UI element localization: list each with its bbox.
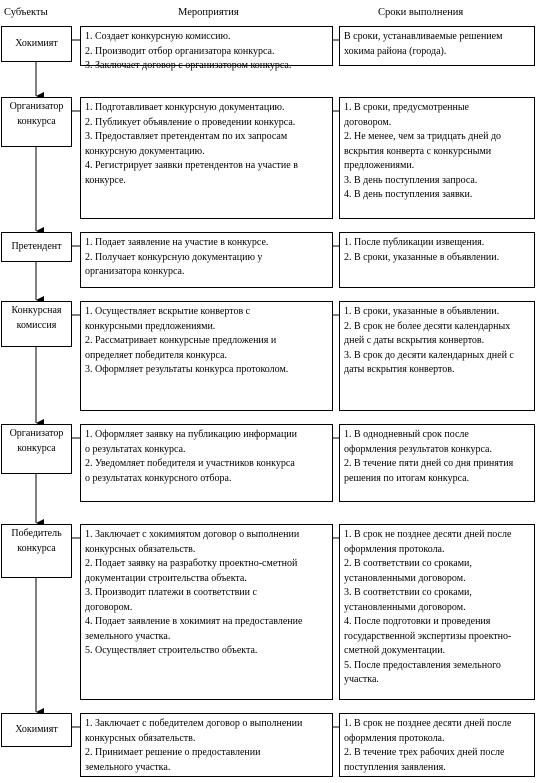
action-line: земельного участка.	[85, 630, 171, 642]
action-line: документации строительства объекта.	[85, 572, 247, 584]
actions-box	[80, 301, 333, 411]
action-line: 2. Публикует объявление о проведении конкурса.	[85, 116, 296, 128]
deadline-line: 2. В соответствии со сроками,	[344, 558, 472, 569]
deadline-line: решения по итогам конкурса.	[344, 472, 470, 484]
deadlines-box	[339, 524, 535, 700]
action-line: 5. Осуществляет строительство объекта.	[85, 645, 258, 656]
deadline-line: установленными договором.	[344, 601, 466, 613]
subject-box	[1, 713, 72, 747]
action-line: 4. Регистрирует заявки претендентов на участие в	[85, 160, 298, 171]
deadline-line: 3. В день поступления запроса.	[344, 174, 478, 186]
deadline-line: установленными договором.	[344, 572, 466, 584]
deadline-line: сметной документации.	[344, 645, 446, 656]
deadline-line: 1. В сроки, предусмотренные	[344, 102, 469, 113]
action-line: конкурсными предложениями.	[85, 320, 216, 332]
deadlines-box	[339, 97, 535, 219]
action-line: 3. Оформляет результаты конкурса протоколом.	[85, 364, 289, 375]
deadline-line: 1. В сроки, указанные в объявлении.	[344, 306, 500, 317]
action-line: о результатах конкурса.	[85, 443, 186, 455]
deadline-line: 4. В день поступления заявки.	[344, 189, 473, 200]
deadline-line: хокима района (города).	[344, 45, 447, 57]
deadlines-box	[339, 232, 535, 288]
deadline-line: 1. После публикации извещения.	[344, 237, 485, 248]
deadline-line: 2. В течение пяти дней со дня принятия	[344, 458, 514, 469]
action-line: о результатах конкурсного отбора.	[85, 472, 232, 484]
deadline-line: участка.	[344, 674, 379, 685]
deadlines-box	[339, 713, 535, 777]
action-line: 1. Создает конкурсную комиссию.	[85, 31, 231, 42]
action-line: 2. Подает заявку на разработку проектно-сметной	[85, 558, 298, 569]
subject-label: Победитель конкурса	[11, 528, 62, 554]
actions-box	[80, 524, 333, 700]
action-line: 2. Принимает решение о предоставлении	[85, 747, 261, 758]
subject-box	[1, 97, 72, 147]
action-line: 1. Заключает с победителем договор о выполнении	[85, 718, 303, 729]
deadline-line: государственной экспертизы проектно-	[344, 630, 512, 642]
subject-label: Конкурсная комиссия	[11, 305, 62, 331]
deadline-line: договором.	[344, 116, 392, 128]
action-line: 2. Получает конкурсную документацию у	[85, 251, 263, 263]
actions-box	[80, 424, 333, 502]
action-line: 1. Оформляет заявку на публикацию информации	[85, 429, 297, 440]
header-actions: Мероприятия	[178, 7, 239, 18]
subject-box	[1, 424, 72, 474]
action-line: 3. Заключает договор с организатором конкурса.	[85, 60, 292, 71]
subject-box	[1, 301, 72, 347]
deadlines-box	[339, 301, 535, 411]
deadline-line: 2. В течение трех рабочих дней после	[344, 747, 505, 758]
action-line: 2. Производит отбор организатора конкурса.	[85, 45, 275, 57]
subject-box	[1, 524, 72, 578]
action-line: 1. Подготавливает конкурсную документацию.	[85, 102, 285, 113]
subject-label: Организатор конкурса	[9, 428, 64, 454]
deadline-line: 3. В соответствии со сроками,	[344, 587, 472, 598]
actions-box	[80, 97, 333, 219]
deadline-line: 2. В сроки, указанные в объявлении.	[344, 251, 500, 263]
action-line: организатора конкурса.	[85, 266, 185, 277]
subject-label: Хокимият	[15, 37, 58, 49]
deadline-line: предложениями.	[344, 160, 415, 171]
deadlines-box	[339, 424, 535, 502]
actions-box	[80, 232, 333, 288]
action-line: 1. Осуществляет вскрытие конвертов с	[85, 306, 251, 317]
subject-label: Организатор конкурса	[9, 101, 64, 127]
deadline-line: 1. В однодневный срок после	[344, 429, 469, 440]
deadline-line: 4. После подготовки и проведения	[344, 616, 491, 627]
header-deadlines: Сроки выполнения	[378, 7, 464, 18]
deadline-line: поступления заявления.	[344, 761, 446, 773]
deadline-line: 1. В срок не позднее десяти дней после	[344, 718, 512, 729]
deadlines-box	[339, 26, 535, 66]
subject-box	[1, 232, 72, 262]
action-line: конкурсе.	[85, 174, 126, 186]
actions-box	[80, 26, 333, 71]
action-line: 1. Подает заявление на участие в конкурсе.	[85, 237, 269, 248]
deadline-line: 2. В срок не более десяти календарных	[344, 320, 511, 332]
deadline-line: оформления результатов конкурса.	[344, 443, 492, 455]
action-line: земельного участка.	[85, 761, 171, 773]
deadline-line: В сроки, устанавливаемые решением	[344, 31, 503, 42]
subject-label: Претендент	[11, 240, 62, 252]
deadline-line: оформления протокола.	[344, 732, 445, 744]
action-line: 2. Рассматривает конкурсные предложения и	[85, 335, 277, 346]
action-line: 2. Уведомляет победителя и участников конкурса	[85, 458, 295, 469]
action-line: определяет победителя конкурса.	[85, 349, 227, 361]
deadline-line: 5. После предоставления земельного	[344, 659, 501, 671]
action-line: 4. Подает заявление в хокимият на предоставление	[85, 616, 303, 627]
action-line: 3. Предоставляет претендентам по их запросам	[85, 131, 288, 142]
deadline-line: даты вскрытия конвертов.	[344, 364, 455, 375]
action-line: конкурсных обязательств.	[85, 732, 196, 744]
action-line: конкурсную документацию.	[85, 145, 205, 157]
action-line: 1. Заключает с хокимиятом договор о выполнении	[85, 529, 300, 540]
deadline-line: дней с даты вскрытия конвертов.	[344, 335, 485, 346]
deadline-line: 2. Не менее, чем за тридцать дней до	[344, 131, 502, 142]
action-line: договором.	[85, 601, 133, 613]
action-line: конкурсных обязательств.	[85, 543, 196, 555]
deadline-line: оформления протокола.	[344, 543, 445, 555]
header-subjects: Субъекты	[4, 7, 48, 18]
actions-box	[80, 713, 333, 777]
subject-label: Хокимият	[15, 723, 58, 735]
deadline-line: вскрытия конверта с конкурсными	[344, 145, 492, 157]
deadline-line: 1. В срок не позднее десяти дней после	[344, 529, 512, 540]
deadline-line: 3. В срок до десяти календарных дней с	[344, 349, 514, 361]
subject-box	[1, 26, 72, 62]
action-line: 3. Производит платежи в соответствии с	[85, 587, 257, 598]
